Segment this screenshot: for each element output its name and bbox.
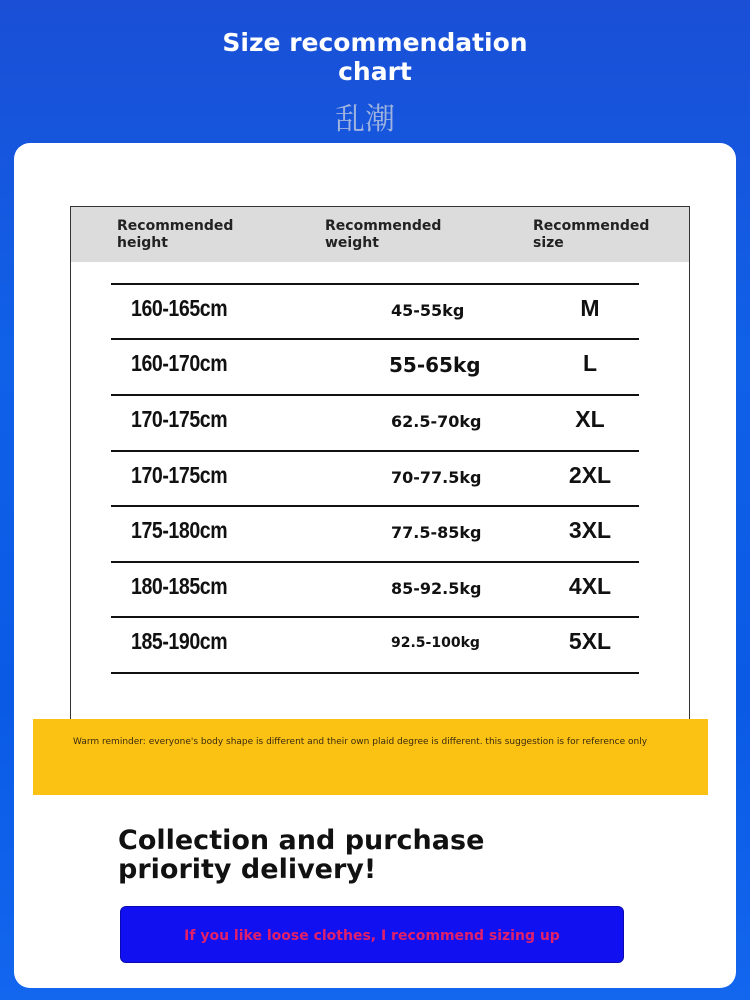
page-title-line1: Size recommendation (222, 28, 528, 57)
row-size: L (582, 350, 598, 376)
row-size: 2XL (568, 462, 612, 488)
sizing-tip-button[interactable] (120, 906, 624, 963)
row-weight: 92.5-100kg (391, 635, 480, 651)
size-table (70, 206, 690, 728)
table-row (111, 338, 639, 395)
row-weight: 85-92.5kg (391, 579, 482, 598)
row-size: 3XL (568, 517, 612, 543)
row-size: 5XL (568, 628, 612, 654)
row-weight: 70-77.5kg (391, 468, 482, 487)
table-row (111, 394, 639, 451)
row-weight: 55-65kg (389, 353, 481, 377)
row-height: 185-190cm (131, 628, 228, 654)
table-header (71, 207, 689, 262)
brand-watermark: 乱潮 (335, 102, 395, 137)
table-row (111, 505, 639, 562)
row-height: 180-185cm (131, 573, 228, 599)
row-size: 4XL (568, 573, 612, 599)
promo-heading: Collection and purchase priority delivery! (118, 825, 485, 885)
warm-reminder-text: Warm reminder: everyone's body shape is different and their own plaid degree is different. this suggestion is for reference only (73, 737, 648, 747)
sizing-tip-label: If you like loose clothes, I recommend sizing up (184, 928, 560, 944)
row-weight: 77.5-85kg (391, 523, 482, 542)
row-size: M (580, 295, 600, 321)
table-row (111, 450, 639, 507)
row-size: XL (575, 406, 605, 432)
size-chart-card (14, 143, 736, 988)
header-size: Recommended size (533, 218, 650, 251)
page-title (0, 28, 750, 86)
row-height: 160-170cm (131, 350, 228, 376)
row-height: 175-180cm (131, 517, 228, 543)
table-row (111, 561, 639, 618)
header-weight: Recommended weight (325, 218, 442, 251)
row-weight: 62.5-70kg (391, 412, 482, 431)
row-height: 170-175cm (131, 462, 228, 488)
table-bottom-rule (111, 672, 639, 674)
header-height: Recommended height (117, 218, 234, 251)
table-row (111, 283, 639, 340)
page-title-line2: chart (338, 57, 412, 86)
table-row (111, 616, 639, 673)
row-height: 160-165cm (131, 295, 228, 321)
row-weight: 45-55kg (391, 301, 465, 320)
warm-reminder-banner (33, 719, 708, 795)
row-height: 170-175cm (131, 406, 228, 432)
